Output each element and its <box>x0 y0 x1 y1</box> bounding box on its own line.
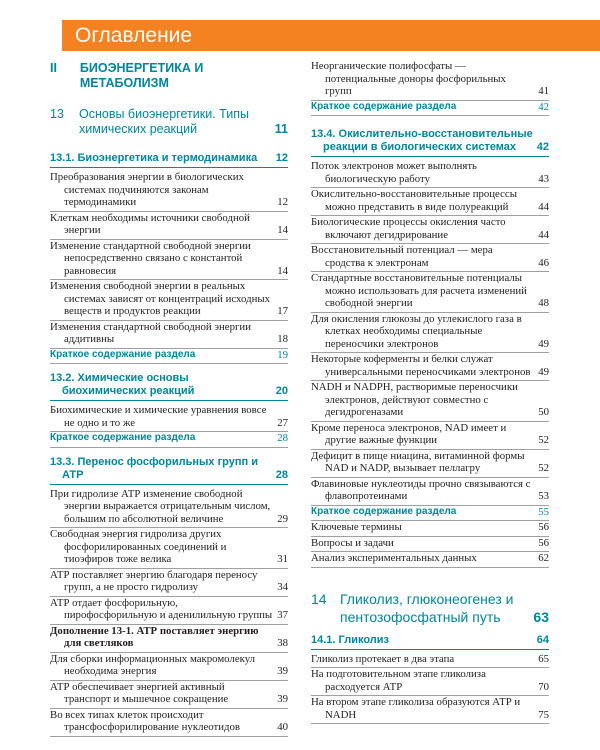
toc-entry-page: 49 <box>538 337 549 350</box>
toc-entry-title: Клеткам необходимы источники свободной энергии <box>50 211 250 236</box>
toc-entry-title: Восстановительный потенциал — мера сродства к электронам <box>311 244 493 269</box>
right-sections-2 <box>311 634 549 725</box>
toc-entry[interactable] <box>311 521 549 537</box>
toc-entry-page: 62 <box>538 552 549 564</box>
section-title: 14.1. Гликолиз <box>311 633 389 646</box>
toc-entry-page: 75 <box>538 708 549 721</box>
chapter-page: 11 <box>274 122 288 136</box>
toc-entry-title: Кроме переноса электронов, NAD имеет и другие важные функции <box>311 421 507 446</box>
toc-entry-page: 56 <box>538 521 549 533</box>
toc-entry[interactable] <box>311 478 549 506</box>
toc-entry-title: Свободная энергия гидролиза других фосфорилированных соединений и тиоэфиров тоже велика <box>50 528 227 565</box>
toc-entry-title: При гидролизе АТР изменение свободной энергии выражается отрицательным числом, большим по абсолютной величине <box>50 487 271 525</box>
toc-entry[interactable] <box>50 597 288 625</box>
chapter-number: 13 <box>50 107 64 121</box>
toc-entry[interactable] <box>311 188 549 216</box>
toc-entry-page: 44 <box>538 200 549 213</box>
toc-entry[interactable] <box>50 240 288 281</box>
section-page: 12 <box>275 152 288 164</box>
toc-entry[interactable] <box>311 60 549 101</box>
toc-entry-page: 19 <box>277 348 288 361</box>
toc-entry-title: Краткое содержание раздела <box>311 505 457 517</box>
toc-entry[interactable] <box>311 668 549 696</box>
toc-entry[interactable] <box>50 681 288 709</box>
toc-entry-title: АТР обеспечивает энергией активный транспорт и мышечное сокращение <box>50 680 229 705</box>
toc-entry-title: Флавиновые нуклеотиды прочно связываются с флавопротеинами <box>311 477 531 502</box>
toc-entry[interactable] <box>311 422 549 450</box>
section-page: 42 <box>536 141 549 153</box>
toc-entry-page: 39 <box>277 693 288 705</box>
page-title: Оглавление <box>75 24 193 47</box>
toc-entry-page: 31 <box>277 553 288 565</box>
toc-entry[interactable] <box>50 212 288 240</box>
toc-entry-title: На подготовительном этапе гликолиза расходуется АТР <box>311 668 486 693</box>
chapter-heading[interactable] <box>311 590 549 626</box>
right-sections <box>311 128 549 568</box>
toc-entry-title: Поток электронов может выполнять биологическую работу <box>311 160 477 185</box>
section-page: 64 <box>536 633 549 646</box>
toc-entry-page: 56 <box>538 536 549 549</box>
section-heading[interactable] <box>311 128 549 157</box>
toc-entry-title: Неорганические полифосфаты — потенциальные доноры фосфорильных групп <box>311 60 506 97</box>
toc-entry-page: 53 <box>538 490 549 502</box>
toc-entry[interactable] <box>50 488 288 529</box>
toc-entry-title: Некоторые коферменты и белки служат универсальными переносчиками электронов <box>311 353 531 378</box>
toc-entry-title: Биологические процессы окисления часто включают дегидрирование <box>311 216 506 241</box>
toc-entry-title: Анализ экспериментальных данных <box>311 552 477 564</box>
chapter-number: 14 <box>311 590 327 607</box>
section-summary-link[interactable] <box>50 432 288 448</box>
section-page: 28 <box>275 468 288 481</box>
toc-entry[interactable] <box>50 171 288 212</box>
toc-entry[interactable] <box>50 625 288 653</box>
toc-entry[interactable] <box>50 569 288 597</box>
toc-entry[interactable] <box>50 280 288 321</box>
toc-entry-page: 50 <box>538 406 549 418</box>
chapter-heading[interactable] <box>50 107 288 137</box>
toc-entry-page: 65 <box>538 652 549 665</box>
toc-entry[interactable] <box>50 709 288 737</box>
toc-entry-page: 48 <box>538 297 549 309</box>
section-summary-link[interactable] <box>311 506 549 522</box>
toc-right-column <box>311 60 549 724</box>
toc-entry-title: Краткое содержание раздела <box>311 100 457 112</box>
toc-entry[interactable] <box>311 653 549 669</box>
toc-entry-page: 12 <box>277 196 288 208</box>
toc-entry[interactable] <box>311 450 549 478</box>
toc-entry[interactable] <box>311 160 549 188</box>
right-top-entries <box>311 60 549 116</box>
toc-entry-title: Стандартные восстановительные потенциалы можно использовать для расчета изменений свободной энергии <box>311 272 527 309</box>
toc-left-column <box>50 61 288 737</box>
toc-entry-page: 52 <box>538 462 549 474</box>
toc-entry-title: NADH и NADPH, растворимые переносчики электронов, действуют совместно с дегидрогеназами <box>311 381 518 418</box>
toc-entry-title: Окислительно-восстановительные процессы можно представить в виде полуреакций <box>311 188 517 213</box>
toc-entry[interactable] <box>311 353 549 381</box>
toc-entry[interactable] <box>311 244 549 272</box>
chapter-page: 63 <box>533 608 549 625</box>
section-summary-link[interactable] <box>50 349 288 365</box>
toc-entry-title: Изменения свободной энергии в реальных системах зависят от концентраций исходных веществ и продуктов реакции <box>50 280 271 317</box>
toc-entry-page: 42 <box>538 100 549 113</box>
toc-entry-title: Биохимические и химические уравнения вовсе не одно и то же <box>50 404 267 429</box>
toc-entry-title: АТР отдает фосфорильную, пирофосфорильную и аденилильную группы <box>50 596 273 621</box>
toc-entry-title: Дефицит в пище ниацина, витаминной формы NAD и NADP, вызывает пеллагру <box>311 449 525 474</box>
toc-entry[interactable] <box>50 653 288 681</box>
toc-entry-page: 49 <box>538 365 549 378</box>
toc-entry-page: 41 <box>538 85 549 97</box>
toc-entry-page: 52 <box>538 434 549 446</box>
toc-entry-page: 40 <box>277 721 288 733</box>
toc-entry[interactable] <box>50 321 288 349</box>
toc-entry[interactable] <box>311 696 549 724</box>
toc-entry-page: 55 <box>538 505 549 518</box>
section-heading[interactable] <box>311 634 549 650</box>
toc-entry-page: 37 <box>277 609 288 621</box>
toc-entry[interactable] <box>311 272 549 313</box>
toc-entry-page: 34 <box>277 581 288 593</box>
toc-entry-page: 14 <box>277 224 288 236</box>
toc-entry-page: 14 <box>277 264 288 277</box>
toc-entry-page: 43 <box>538 172 549 185</box>
toc-entry-title: Вопросы и задачи <box>311 536 394 549</box>
toc-entry-title: Краткое содержание раздела <box>50 348 196 360</box>
toc-entry-title: Ключевые термины <box>311 521 402 533</box>
toc-entry-page: 27 <box>277 416 288 429</box>
toc-entry-title: На втором этапе гликолиза образуются АТР и NADH <box>311 696 521 721</box>
header-left-gap <box>0 20 62 51</box>
toc-entry[interactable] <box>311 381 549 422</box>
toc-entry-title: АТР поставляет энергию благодаря переносу групп, а не просто гидролизу <box>50 568 258 593</box>
section-heading[interactable] <box>50 372 288 401</box>
header-bar <box>0 20 600 51</box>
section-summary-link[interactable] <box>311 101 549 117</box>
toc-entry-page: 28 <box>277 432 288 444</box>
toc-entry-page: 44 <box>538 228 549 241</box>
left-sections <box>50 152 288 737</box>
toc-entry-title: Дополнение 13-1. АТР поставляет энергию для светляков <box>50 624 259 649</box>
section-title: 13.2. Химические основы биохимических реакций <box>50 372 195 397</box>
toc-entry-title: Во всех типах клеток происходит трансфосфорилирование нуклеотидов <box>50 708 241 733</box>
toc-entry-page: 38 <box>277 637 288 649</box>
toc-entry-title: Для окисления глюкозы до углекислого газа в клетках необходимы специальные переносчики электронов <box>311 312 522 350</box>
toc-entry-title: Изменение стандартной свободной энергии непосредственно связано с константой равновесия <box>50 239 251 277</box>
toc-entry-title: Гликолиз протекает в два этапа <box>311 652 455 665</box>
toc-entry[interactable] <box>50 528 288 569</box>
toc-entry-title: Для сборки информационных макромолекул необходима энергия <box>50 652 256 677</box>
toc-entry[interactable] <box>311 537 549 553</box>
toc-entry[interactable] <box>311 552 549 568</box>
section-heading[interactable] <box>50 152 288 168</box>
toc-entry[interactable] <box>50 404 288 432</box>
chapter-title: Гликолиз, глюконеогенез и пентозофосфатный путь <box>340 590 514 625</box>
toc-entry-page: 46 <box>538 256 549 269</box>
toc-entry-title: Преобразования энергии в биологических системах подчиняются законам термодинамики <box>50 171 244 208</box>
section-page: 20 <box>275 385 288 397</box>
part-number: II <box>50 61 57 75</box>
section-title: 13.3. Перенос фосфорильных групп и АТР <box>50 455 258 481</box>
toc-entry-page: 17 <box>277 305 288 317</box>
toc-entry[interactable] <box>311 313 549 354</box>
toc-entry-page: 18 <box>277 333 288 345</box>
part-title: БИОЭНЕРГЕТИКА И МЕТАБОЛИЗМ <box>79 61 204 90</box>
toc-entry-page: 29 <box>277 512 288 525</box>
toc-entry-title: Изменения стандартной свободной энергии аддитивны <box>50 320 251 345</box>
toc-entry-page: 39 <box>277 665 288 677</box>
section-title: 13.1. Биоэнергетика и термодинамика <box>50 152 258 164</box>
toc-entry-title: Краткое содержание раздела <box>50 432 196 443</box>
section-title: 13.4. Окислительно-восстановительные реакции в биологических системах <box>311 128 533 153</box>
toc-entry-page: 70 <box>538 680 549 693</box>
chapter-title: Основы биоэнергетики. Типы химических реакций <box>79 107 249 136</box>
toc-entry[interactable] <box>311 216 549 244</box>
part-heading <box>50 61 288 91</box>
section-heading[interactable] <box>50 456 288 485</box>
